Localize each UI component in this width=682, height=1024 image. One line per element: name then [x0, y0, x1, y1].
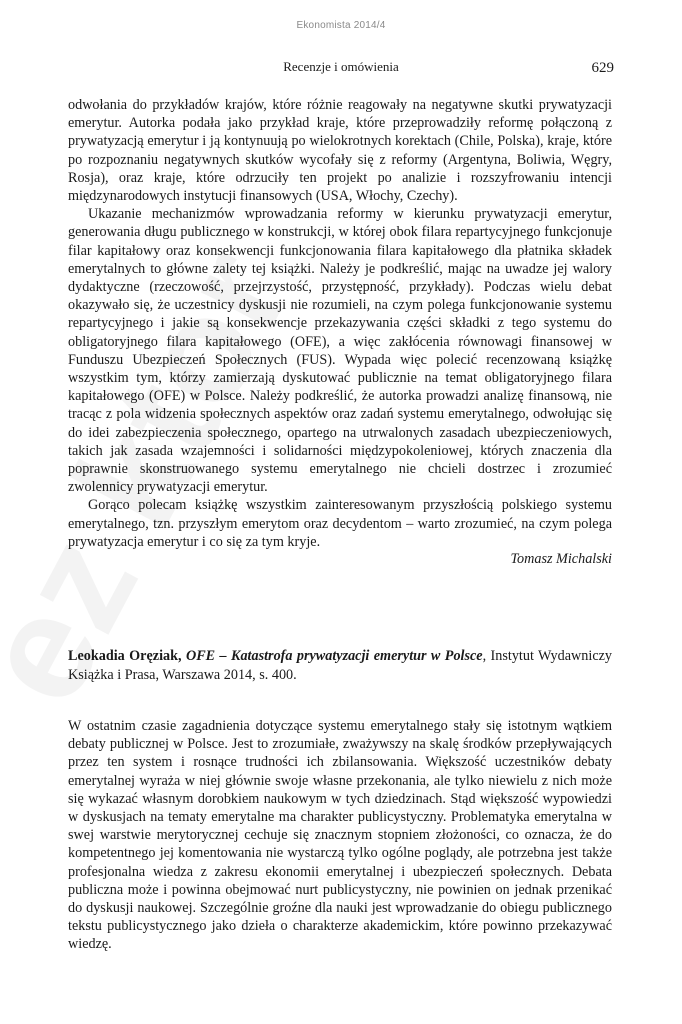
- citation-title: OFE – Katastrofa prywatyzacji emerytur w Polsce: [185, 648, 483, 664]
- paragraph: W ostatnim czasie zagadnienia dotyczące systemu emerytalnego stały się istotnym wątkiem debaty publicznej w Polsce. Jest to zrozumiałe, zważywszy na skalę środków przepływających przez ten system i rosnące trudności ich zbilansowania. Większość uczestników debaty emerytalnej wyraża w niej głównie swoje własne przekonania, ale tylko niewielu z nich może się wykazać własnym dorobkiem naukowym w tych dziedzinach. Stąd większość wypowiedzi w dyskusjach na tematy emerytalne ma charakter publicystyczny. Problematyka emerytalna w swej warstwie merytorycznej cechuje się znacznym stopniem złożoności, co oznacza, że do kompetentnego jej komentowania nie wystarczą tylko ogólne poglądy, ale potrzebna jest także profesjonalna wiedza z zakresu ekonomii emerytalnej i ubezpieczeń społecznych. Debata publiczna może i powinna obejmować nurt publicystyczny, nie powinien on jednak przenikać do dyskusji naukowej. Szczególnie groźne dla nauki jest wprowadzanie do obiegu publicznego tekstu publicystycznego jako dzieła o charakterze akademickim, które powinno przekazywać wiedzę.: [68, 718, 612, 953]
- citation-publisher: , Instytut Wydawniczy Książka i Prasa, Warszawa 2014, s. 400.: [68, 648, 613, 683]
- reviewer-signature: Tomasz Michalski: [510, 551, 612, 567]
- journal-name: Ekonomista 2014/4: [296, 20, 386, 31]
- citation-author: Leokadia Oręziak,: [68, 648, 182, 664]
- page-number: 629: [591, 60, 614, 76]
- paragraph: odwołania do przykładów krajów, które różnie reagowały na negatywne skutki prywatyzacji emerytur. Autorka podała jako przykład kraje, które przeprowadziły reformę połączoną z prywatyzacją emerytur i ją kontynuują po wielokrotnych korektach (Chile, Polska), kraje, które po rozpoznaniu negatywnych skutków wycofały się z reformy (Argentyna, Boliwia, Węgry, Rosja), oraz kraje, które odrzuciły ten projekt po analizie i rozszyfrowaniu intencji międzynarodowych instytucji finansowych (USA, Włochy, Czechy).: [68, 97, 612, 205]
- running-head: Recenzje i omówienia: [283, 59, 399, 74]
- book-citation: [68, 647, 612, 684]
- review-2-body: [68, 717, 612, 954]
- review-1-body: [68, 96, 612, 551]
- paragraph: Gorąco polecam książkę wszystkim zainteresowanym przyszłością polskiego systemu emerytalnego, tzn. przyszłym emerytom oraz decydentom – warto zrozumieć, na czym polega prywatyzacja emerytur i co się za tym kryje.: [68, 497, 612, 550]
- paragraph: Ukazanie mechanizmów wprowadzania reformy w kierunku prywatyzacji emerytur, generowania długu publicznego w konstrukcji, w której obok filara repartycyjnego funkcjonuje filar kapitałowy oraz konsekwencji funkcjonowania filara kapitałowego dla płatnika składek emerytalnych to główne zalety tej książki. Należy je podkreślić, mając na uwadze jej walory dydaktyczne (rzeczowość, przejrzystość, przystępność, przykłady). Podczas wielu debat okazywało się, że uczestnicy dyskusji nie rozumieli, na czym polega funkcjonowanie systemu repartycyjnego i jakie są konsekwencje przekazywania części składki z tego systemu do obligatoryjnego filara kapitałowego (OFE), a więc zakłócenia równowagi finansowej w Funduszu Ubezpieczeń Społecznych (FUS). Wypada więc polecić recenzowaną książkę wszystkim tym, którzy zamierzają dyskutować publicznie na temat obligatoryjnego filara kapitałowego (OFE) w Polsce. Należy podkreślić, że autorka prowadzi analizę finansową, nie tracąc z pola widzenia społecznych aspektów oraz zadań systemu emerytalnego, odwołując się do idei zabezpieczenia społecznego, opartego na utrwalonych zasadach ubezpieczeniowych, takich jak zasada wzajemności i solidarności międzypokoleniowej, których znaczenia dla poprawnie skonstruowanego systemu emerytalnego nie chcieli dostrzec i zrozumieć zwolennicy prywatyzacji emerytur.: [68, 206, 612, 496]
